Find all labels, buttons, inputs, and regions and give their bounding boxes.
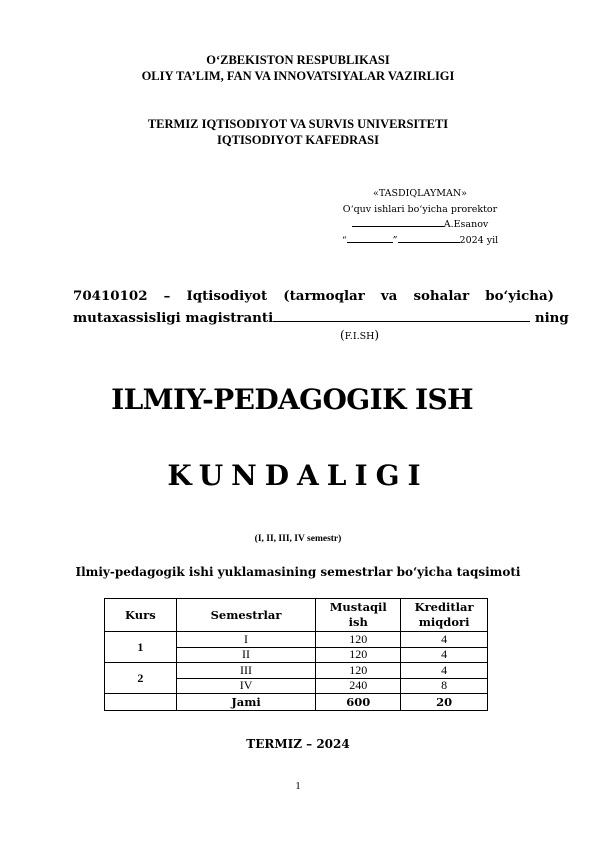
kredit-cell: 4 xyxy=(401,632,488,648)
specialty-line2-prefix: mutaxassisligi magistranti xyxy=(73,310,274,326)
fish-caption xyxy=(340,328,379,342)
header-mustaqil xyxy=(316,599,401,632)
student-name-blank[interactable] xyxy=(273,307,530,322)
header-kredit-line-1: Kreditlar xyxy=(414,600,474,614)
specialty-word: sohalar xyxy=(413,288,470,304)
signature-blank xyxy=(352,217,444,227)
approval-date-line xyxy=(330,233,510,249)
table-row xyxy=(105,663,488,679)
semestr-cell: I xyxy=(176,632,316,648)
header-mustaqil-line-2: ish xyxy=(348,615,368,629)
table-row xyxy=(105,632,488,648)
specialty-line2-suffix: ning xyxy=(534,310,569,326)
mustaqil-cell: 120 xyxy=(316,647,401,663)
mustaqil-cell: 120 xyxy=(316,663,401,679)
approval-position: O‘quv ishlari bo‘yicha prorektor xyxy=(342,203,498,215)
semestr-cell: IV xyxy=(176,678,316,694)
header-kurs: Kurs xyxy=(105,599,177,632)
kredit-cell: 4 xyxy=(401,663,488,679)
university-header xyxy=(0,116,596,148)
university-line-1: TERMIZ IQTISODIYOT VA SURVIS UNIVERSITETI xyxy=(147,117,449,131)
paren-close: ) xyxy=(374,328,380,342)
kredit-cell: 4 xyxy=(401,647,488,663)
empty-cell xyxy=(105,694,177,711)
table-header-row xyxy=(105,599,488,632)
header-kredit-line-2: miqdori xyxy=(418,615,470,629)
approval-block xyxy=(330,186,510,248)
specialty-word: (tarmoqlar xyxy=(283,288,365,304)
approval-label: «TASDIQLAYMAN» xyxy=(373,188,467,199)
ministry-line-2: OLIY TA’LIM, FAN VA INNOVATSIYALAR VAZIRLIGI xyxy=(141,69,455,83)
fish-label: F.I.SH xyxy=(344,331,375,342)
specialty-dash: – xyxy=(163,288,171,304)
semester-note: (I, II, III, IV semestr) xyxy=(254,534,342,544)
approval-year: 2024 yil xyxy=(459,234,499,246)
document-title-line-2: KUNDALIGI xyxy=(167,459,429,492)
specialty-block xyxy=(73,286,569,329)
quote-open: “ xyxy=(341,234,347,246)
header-kredit xyxy=(401,599,488,632)
city-year: TERMIZ – 2024 xyxy=(246,737,350,751)
total-kredit: 20 xyxy=(401,694,488,711)
table-total-row xyxy=(105,694,488,711)
specialty-word: Iqtisodiyot xyxy=(186,288,268,304)
ministry-header xyxy=(0,52,596,84)
approval-signature-line xyxy=(330,217,510,233)
specialty-code: 70410102 xyxy=(73,288,148,304)
semestr-cell: II xyxy=(176,647,316,663)
header-mustaqil-line-1: Mustaqil xyxy=(329,600,387,614)
ministry-line-1: O‘ZBEKISTON RESPUBLIKASI xyxy=(206,53,390,67)
document-title-line-1: ILMIY-PEDAGOGIK ISH xyxy=(111,383,473,416)
header-semestrlar: Semestrlar xyxy=(176,599,316,632)
total-mustaqil: 600 xyxy=(316,694,401,711)
specialty-line-1 xyxy=(73,286,554,307)
month-blank xyxy=(398,233,460,243)
paren-open: ( xyxy=(340,328,345,342)
total-label: Jami xyxy=(176,694,316,711)
university-line-2: IQTISODIYOT KAFEDRASI xyxy=(217,133,379,147)
semestr-cell: III xyxy=(176,663,316,679)
day-blank xyxy=(347,233,393,243)
kurs-cell: 2 xyxy=(105,663,177,694)
mustaqil-cell: 120 xyxy=(316,632,401,648)
specialty-word: bo‘yicha) xyxy=(485,288,554,304)
kurs-cell: 1 xyxy=(105,632,177,663)
page-number: 1 xyxy=(295,780,301,792)
kredit-cell: 8 xyxy=(401,678,488,694)
specialty-line-2 xyxy=(73,307,569,329)
workload-table xyxy=(104,598,488,711)
distribution-title: Ilmiy-pedagogik ishi yuklamasining semestrlar bo‘yicha taqsimoti xyxy=(75,565,521,579)
mustaqil-cell: 240 xyxy=(316,678,401,694)
approver-name: A.Esanov xyxy=(443,219,489,230)
quote-close: ” xyxy=(392,234,398,246)
specialty-word: va xyxy=(380,288,398,304)
